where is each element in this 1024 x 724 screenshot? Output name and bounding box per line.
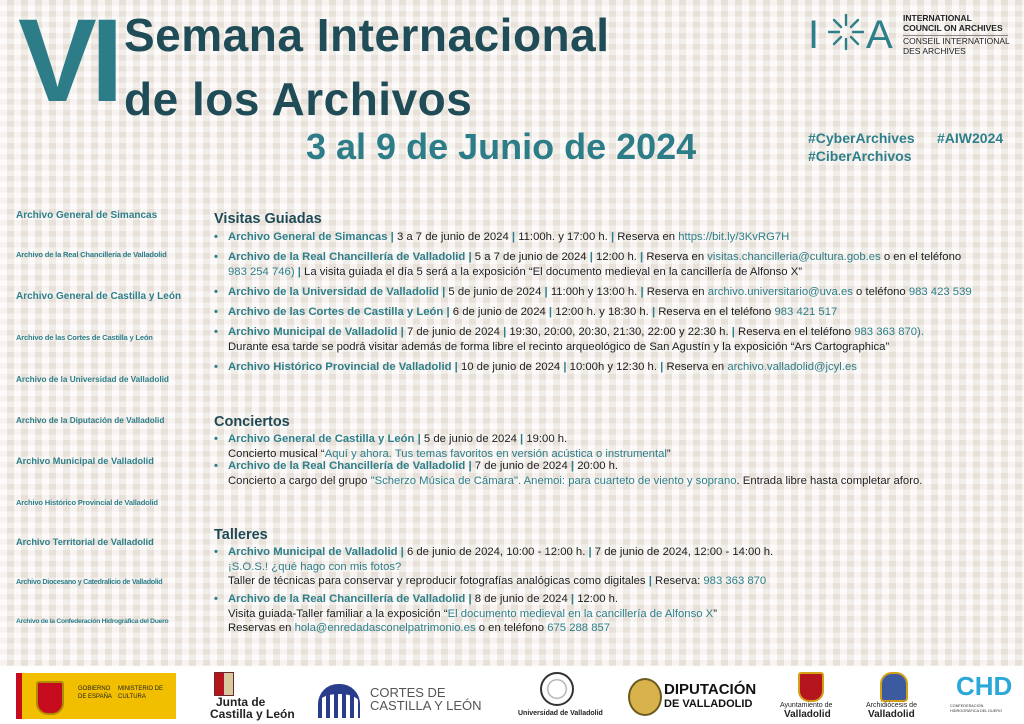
hashtag-aiw2024: #AIW2024 — [937, 130, 1004, 146]
exhibition-title[interactable]: El documento medieval en la cancillería de Alfonso X — [447, 607, 714, 620]
list-item: • Archivo General de Simancas | 3 a 7 de junio de 2024 | 11:00h. y 17:00 h. | Reserva en https://bit.ly/3KvRG7H — [214, 231, 790, 243]
section-title-visitas: Visitas Guiadas — [214, 211, 322, 227]
ica-letter-a: A — [866, 13, 893, 57]
list-item: • Archivo Municipal de Valladolid | 7 de junio de 2024 | 19:30, 20:00, 20:30, 21:30, 22:00 y 22:30 h. | Reserva en el teléfono 983 363 870). Durante esa tarde se podrá visitar además de forma libre el recinto arqueológico de San Agustín y la exposición “Ars Cartographica” — [214, 326, 924, 353]
archive-name: Archivo de la Real Chancillería de Valladolid — [228, 593, 466, 605]
section-title-talleres: Talleres — [214, 527, 268, 543]
hashtags — [808, 129, 915, 165]
sidebar-item: Archivo de la Real Chancillería de Valladolid — [16, 250, 167, 259]
list-item: • Archivo Municipal de Valladolid | 6 de junio de 2024, 10:00 - 12:00 h. | 7 de junio de 2024, 12:00 - 14:00 h. ¡S.O.S.! ¿qué hago con mis fotos? Taller de técnicas para conservar y reproducir fotografías analógicas como digitales | Reserva: 983 363 870 — [214, 546, 774, 587]
archidiocesis-valladolid-logo: Archidiócesis de Valladolid — [866, 670, 936, 720]
booking-phone[interactable]: 983 423 539 — [908, 286, 972, 298]
ayuntamiento-valladolid-logo: Ayuntamiento de Valladolid — [780, 670, 850, 720]
archive-name: Archivo Municipal de Valladolid — [228, 326, 398, 338]
edition-roman-numeral: VI — [18, 0, 118, 127]
archive-name: Archivo General de Castilla y León — [228, 433, 415, 445]
sidebar-item: Archivo de la Confederación Hidrográfica del Duero — [16, 618, 169, 625]
archive-name: Archivo de la Universidad de Valladolid — [228, 286, 439, 298]
sidebar-item: Archivo General de Castilla y León — [16, 291, 182, 302]
booking-phone[interactable]: 983 363 870 — [703, 575, 767, 587]
booking-email[interactable]: hola@enredadasconelpatrimonio.es — [294, 622, 476, 634]
archive-name: Archivo de la Real Chancillería de Valladolid — [228, 460, 466, 472]
sidebar-item: Archivo de la Universidad de Valladolid — [16, 375, 169, 384]
archive-name: Archivo General de Simancas — [228, 231, 388, 243]
archive-name: Archivo de las Cortes de Castilla y León — [228, 306, 444, 318]
booking-phone[interactable]: 983 363 870). — [854, 326, 924, 338]
shield-icon — [214, 672, 234, 696]
cortes-castilla-leon-logo: CORTES DE CASTILLA Y LEÓN — [318, 670, 498, 720]
list-item: • Archivo General de Castilla y León | 5 de junio de 2024 | 19:00 h. Concierto musical “Aquí y ahora. Tus temas favoritos en versión acústica o instrumental” — [214, 433, 671, 460]
ica-letter-i: I — [808, 13, 820, 57]
ica-name: INTERNATIONAL COUNCIL ON ARCHIVES CONSEIL INTERNATIONAL DES ARCHIVES — [903, 13, 1010, 56]
booking-email[interactable]: archivo.universitario@uva.es — [707, 286, 853, 298]
booking-phone[interactable]: 983 421 517 — [774, 306, 838, 318]
sidebar-item: Archivo Municipal de Valladolid — [16, 456, 154, 466]
booking-phone[interactable]: 675 288 857 — [547, 622, 611, 634]
seal-icon — [540, 672, 574, 706]
coat-of-arms-icon — [36, 681, 64, 715]
concert-title[interactable]: Aquí y ahora. Tus temas favoritos en versión acústica o instrumental — [324, 447, 667, 460]
event-dates: 3 al 9 de Junio de 2024 — [306, 126, 697, 167]
booking-email[interactable]: visitas.chancilleria@cultura.gob.es — [707, 251, 881, 263]
sidebar-item: Archivo Histórico Provincial de Valladolid — [16, 498, 158, 507]
section-title-conciertos: Conciertos — [214, 414, 290, 430]
building-icon — [318, 684, 360, 718]
hashtag-ciberarchivos: #CiberArchivos — [808, 148, 912, 164]
list-item: • Archivo de la Real Chancillería de Valladolid | 7 de junio de 2024 | 20:00 h. Concierto a cargo del grupo "Scherzo Música de Cámara". Anemoi: para cuarteto de viento y soprano. Entrada libre hasta completar aforo. — [214, 460, 923, 487]
list-item: • Archivo de la Real Chancillería de Valladolid | 8 de junio de 2024 | 12:00 h. Visita guiada-Taller familiar a la exposición “El documento medieval en la cancillería de Alfonso X” Reservas en hola@enredadasconelpatrimonio.es o en teléfono 675 288 857 — [214, 593, 717, 634]
gobierno-espana-logo: GOBIERNO DE ESPAÑA MINISTERIO DE CULTURA — [16, 673, 176, 719]
list-item: • Archivo Histórico Provincial de Valladolid | 10 de junio de 2024 | 10:00h y 12:30 h. | Reserva en archivo.valladolid@jcyl.es — [214, 361, 857, 373]
sidebar-item: Archivo de la Diputación de Valladolid — [16, 416, 165, 425]
booking-phone[interactable]: 983 254 746) — [228, 265, 295, 278]
booking-email[interactable]: archivo.valladolid@jcyl.es — [727, 361, 857, 373]
chd-logo: CHD CONFEDERACIÓN HIDROGRÁFICA DEL DUERO — [950, 671, 1013, 713]
sidebar-item: Archivo Diocesano y Catedralicio de Valladolid — [16, 577, 163, 586]
sunburst-icon — [829, 15, 863, 49]
list-item: • Archivo de las Cortes de Castilla y León | 6 de junio de 2024 | 12:00 h. y 18:30 h. | Reserva en el teléfono 983 421 517 — [214, 306, 838, 318]
sponsor-logos-bar — [0, 666, 1024, 724]
sidebar-item: Archivo Territorial de Valladolid — [16, 537, 154, 547]
archive-name: Archivo Histórico Provincial de Valladolid — [228, 361, 452, 373]
list-item: • Archivo de la Real Chancillería de Valladolid | 5 a 7 de junio de 2024 | 12:00 h. | Reserva en visitas.chancilleria@cultura.gob.es o en el teléfono 983 254 746) | La visita guiada el día 5 será a la exposición “El documento medieval en la cancillería de Alfonso X” — [214, 251, 962, 278]
sidebar-item: Archivo General de Simancas — [16, 210, 158, 221]
universidad-valladolid-logo: Universidad de Valladolid — [518, 670, 598, 720]
archive-name: Archivo de la Real Chancillería de Valladolid — [228, 251, 466, 263]
poster-title-line2: de los Archivos — [124, 73, 473, 125]
booking-link[interactable]: https://bit.ly/3KvRG7H — [678, 231, 790, 243]
archive-name: Archivo Municipal de Valladolid — [228, 546, 398, 558]
hashtag-cyberarchives: #CyberArchives — [808, 130, 915, 146]
shield-icon — [798, 672, 824, 702]
mitre-icon — [880, 672, 908, 702]
sidebar-item: Archivo de las Cortes de Castilla y León — [16, 333, 153, 342]
workshop-title[interactable]: ¡S.O.S.! ¿qué hago con mis fotos? — [228, 560, 402, 573]
concert-title[interactable]: "Scherzo Música de Cámara". Anemoi: para cuarteto de viento y soprano — [370, 474, 737, 487]
poster-title-line1: Semana Internacional — [124, 9, 610, 61]
list-item: • Archivo de la Universidad de Valladolid | 5 de junio de 2024 | 11:00h y 13:00 h. | Reserva en archivo.universitario@uva.es o teléfono 983 423 539 — [214, 286, 972, 298]
crest-icon — [628, 678, 662, 716]
diputacion-valladolid-logo: DIPUTACIÓN DE VALLADOLID — [628, 670, 758, 720]
junta-castilla-leon-logo: Junta de Castilla y León — [210, 670, 290, 720]
